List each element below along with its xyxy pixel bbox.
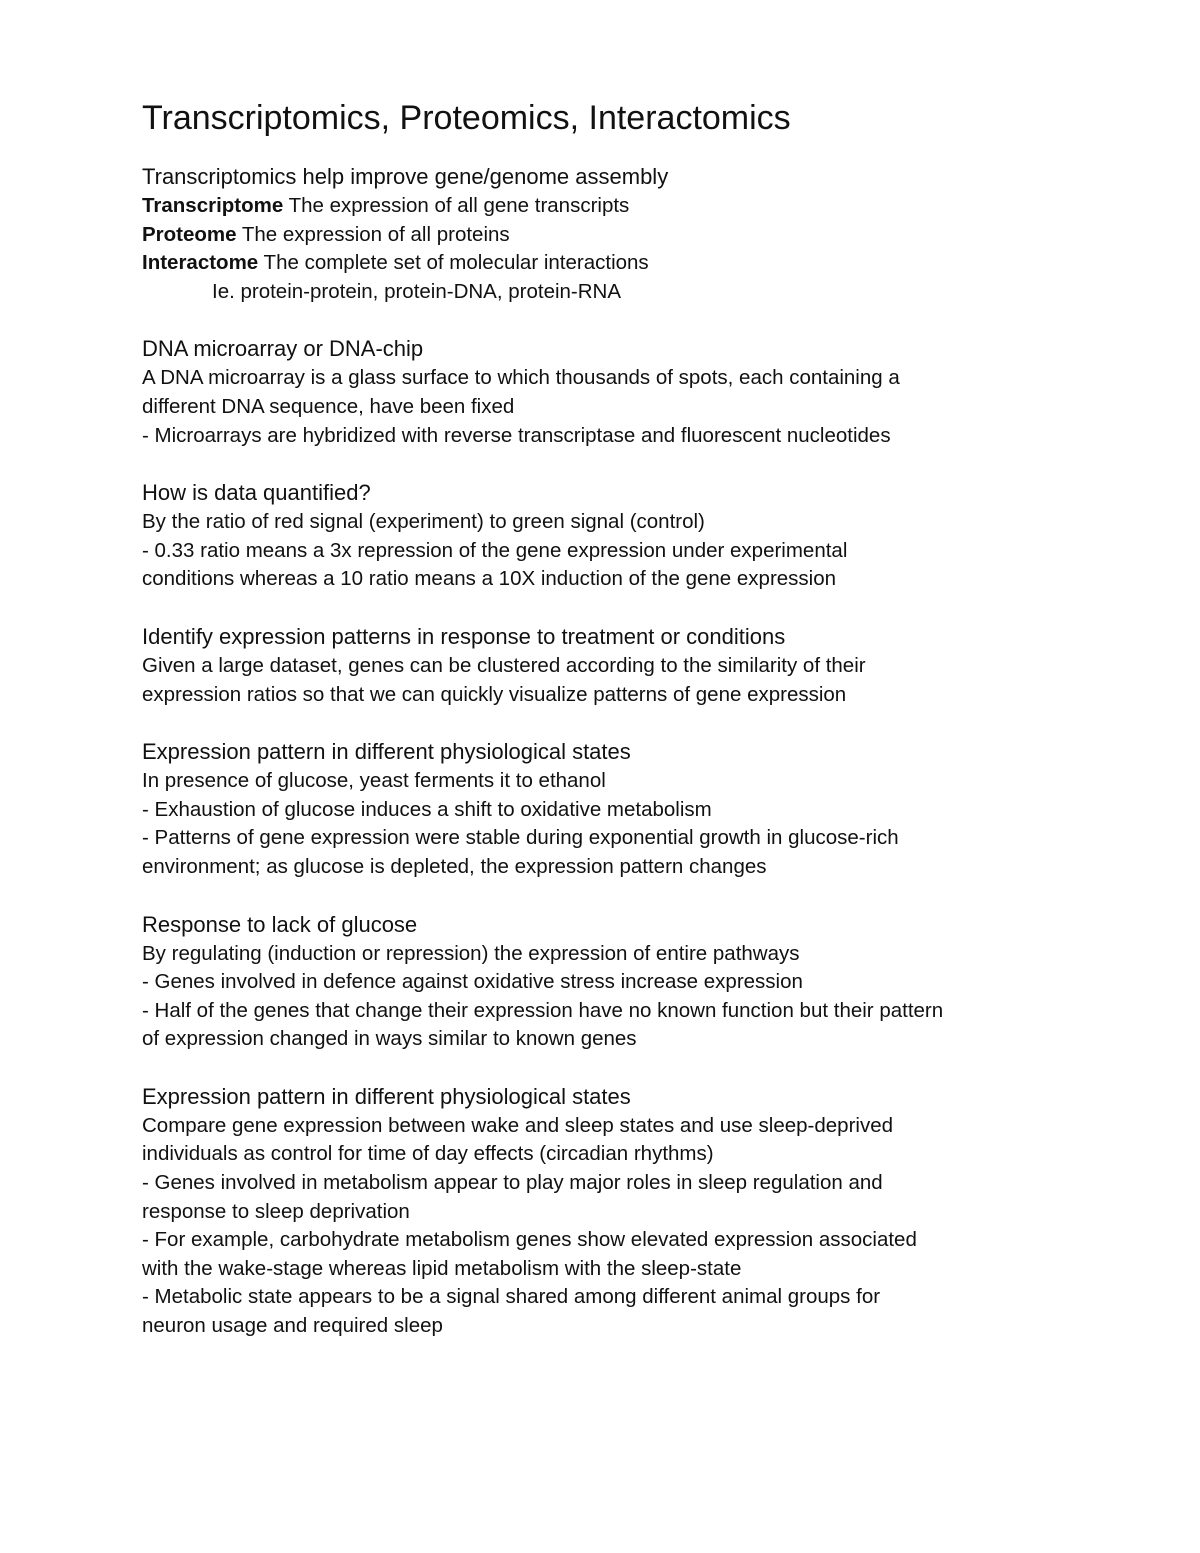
section-heading: Expression pattern in different physiological states	[142, 739, 631, 765]
body-line: - Genes involved in defence against oxidative stress increase expression	[142, 970, 803, 994]
definition-term: Interactome	[142, 251, 259, 275]
definition-term: Proteome	[142, 222, 237, 246]
section-heading: DNA microarray or DNA-chip	[142, 336, 424, 362]
intro-section	[142, 161, 1102, 306]
body-line: A DNA microarray is a glass surface to which thousands of spots, each containing a	[142, 366, 900, 390]
document-page	[142, 95, 1102, 1368]
body-line: - 0.33 ratio means a 3x repression of the gene expression under experimental	[142, 538, 848, 562]
definition-term: Transcriptome	[142, 194, 284, 217]
interactome-example: Ie. protein-protein, protein-DNA, protein-RNA	[212, 279, 622, 303]
body-line: - Microarrays are hybridized with reverse transcriptase and fluorescent nucleotides	[142, 423, 891, 447]
body-line: - For example, carbohydrate metabolism genes show elevated expression associated	[142, 1228, 917, 1252]
body-line: - Half of the genes that change their expression have no known function but their pattern	[142, 998, 944, 1022]
body-line: - Exhaustion of glucose induces a shift to oxidative metabolism	[142, 797, 712, 821]
body-line: with the wake-stage whereas lipid metabolism with the sleep-state	[142, 1256, 742, 1280]
section-physiological-states-yeast	[142, 736, 1102, 881]
body-line: conditions whereas a 10 ratio means a 10X induction of the gene expression	[142, 567, 837, 591]
section-data-quantified	[142, 477, 1102, 594]
body-line: Given a large dataset, genes can be clustered according to the similarity of their	[142, 653, 866, 677]
section-lack-of-glucose	[142, 909, 1102, 1054]
section-heading: Identify expression patterns in response to treatment or conditions	[142, 623, 786, 649]
body-line: different DNA sequence, have been fixed	[142, 394, 515, 418]
body-line: neuron usage and required sleep	[142, 1314, 443, 1338]
body-line: Compare gene expression between wake and sleep states and use sleep-deprived	[142, 1113, 894, 1137]
body-line: expression ratios so that we can quickly visualize patterns of gene expression	[142, 682, 847, 706]
body-line: response to sleep deprivation	[142, 1199, 410, 1223]
body-line: By regulating (induction or repression) the expression of entire pathways	[142, 941, 800, 965]
section-expression-patterns	[142, 621, 1102, 709]
body-line: By the ratio of red signal (experiment) to green signal (control)	[142, 510, 705, 534]
section-physiological-states-sleep	[142, 1081, 1102, 1341]
section-heading: Expression pattern in different physiological states	[142, 1083, 631, 1109]
definition-text: The expression of all gene transcripts	[283, 194, 630, 217]
document-title: Transcriptomics, Proteomics, Interactomics	[142, 99, 791, 137]
section-heading: Response to lack of glucose	[142, 911, 418, 937]
section-heading: Transcriptomics help improve gene/genome assembly	[142, 164, 669, 189]
section-dna-microarray	[142, 333, 1102, 450]
definition-transcriptome	[142, 192, 1102, 221]
body-line: of expression changed in ways similar to known genes	[142, 1027, 637, 1051]
body-line: - Patterns of gene expression were stable during exponential growth in glucose-rich	[142, 826, 899, 850]
body-line: In presence of glucose, yeast ferments it to ethanol	[142, 769, 606, 793]
body-line: environment; as glucose is depleted, the expression pattern changes	[142, 854, 767, 878]
body-line: - Metabolic state appears to be a signal shared among different animal groups for	[142, 1285, 881, 1309]
definition-interactome	[142, 249, 1102, 278]
definition-text: The complete set of molecular interactions	[258, 251, 649, 275]
body-line: - Genes involved in metabolism appear to play major roles in sleep regulation and	[142, 1171, 883, 1195]
section-heading: How is data quantified?	[142, 480, 371, 506]
definition-text: The expression of all proteins	[236, 222, 510, 246]
definition-proteome	[142, 221, 1102, 250]
body-line: individuals as control for time of day effects (circadian rhythms)	[142, 1142, 714, 1166]
